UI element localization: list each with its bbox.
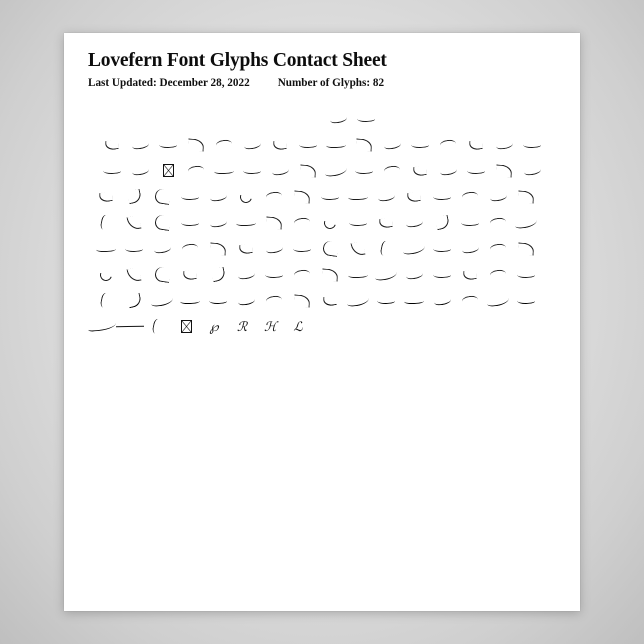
script-glyph	[126, 189, 141, 204]
glyph-cell	[428, 262, 456, 287]
script-glyph	[294, 217, 311, 228]
script-glyph	[434, 215, 449, 230]
script-glyph	[152, 318, 165, 335]
script-glyph	[413, 164, 427, 177]
script-glyph	[153, 244, 171, 254]
glyph-cell	[406, 158, 434, 183]
script-glyph	[322, 268, 339, 281]
glyph-row	[88, 236, 556, 261]
glyph-cell	[372, 262, 400, 287]
script-glyph	[294, 294, 311, 307]
glyph-cell	[316, 288, 344, 313]
script-glyph	[237, 296, 255, 306]
script-glyph	[321, 193, 339, 201]
glyph-cell	[428, 184, 456, 209]
glyph-cell	[238, 132, 266, 157]
glyph-cell	[92, 210, 120, 235]
glyph-cell	[378, 158, 406, 183]
glyph-cell	[456, 236, 484, 261]
glyph-cell	[316, 262, 344, 287]
glyph-cell	[462, 158, 490, 183]
glyph-cell	[294, 132, 322, 157]
script-glyph	[126, 266, 141, 282]
script-glyph	[100, 214, 113, 231]
script-glyph	[293, 245, 311, 253]
glyph-cell	[228, 314, 256, 339]
script-glyph	[322, 215, 338, 231]
script-glyph	[265, 271, 283, 279]
glyph-row	[88, 158, 556, 183]
glyph-cell	[462, 132, 490, 157]
script-glyph	[299, 141, 317, 149]
script-glyph	[347, 295, 370, 307]
glyph-cell	[456, 262, 484, 287]
glyph-cell	[182, 132, 210, 157]
script-glyph	[323, 294, 337, 307]
script-glyph	[384, 165, 401, 176]
script-glyph	[462, 295, 479, 306]
script-glyph	[440, 139, 457, 150]
script-glyph	[490, 243, 507, 254]
script-glyph	[411, 141, 429, 149]
glyph-cell	[484, 236, 512, 261]
script-glyph	[236, 219, 256, 226]
notdef-glyph-icon	[181, 320, 192, 333]
script-glyph	[489, 192, 507, 202]
glyph-cell	[512, 184, 540, 209]
script-glyph	[433, 271, 451, 279]
glyph-cell	[232, 210, 260, 235]
script-glyph	[300, 164, 317, 177]
glyph-cell	[260, 288, 288, 313]
ornament-glyph: ℋ	[264, 318, 277, 334]
script-glyph	[239, 242, 253, 255]
glyph-cell	[372, 210, 400, 235]
glyph-cell	[120, 184, 148, 209]
glyph-cell	[232, 184, 260, 209]
script-glyph	[183, 268, 197, 281]
script-glyph	[523, 166, 541, 176]
glyph-cell	[316, 210, 344, 235]
script-glyph	[348, 271, 368, 278]
script-glyph	[405, 218, 423, 228]
script-glyph	[154, 214, 171, 231]
script-glyph	[210, 242, 227, 255]
glyph-cell	[294, 158, 322, 183]
script-glyph	[209, 218, 227, 228]
script-glyph	[463, 268, 477, 281]
script-glyph	[188, 138, 205, 151]
glyph-cell	[148, 210, 176, 235]
script-glyph	[243, 140, 261, 150]
glyph-row	[88, 314, 556, 339]
glyph-cell	[288, 184, 316, 209]
script-glyph	[154, 266, 171, 283]
script-glyph	[237, 270, 255, 280]
glyph-cell	[518, 158, 546, 183]
glyph-cell	[512, 210, 540, 235]
glyph-cell	[154, 158, 182, 183]
script-glyph	[126, 293, 141, 308]
glyph-cell	[266, 132, 294, 157]
glyph-cell	[260, 210, 288, 235]
glyph-cell	[238, 158, 266, 183]
script-glyph	[380, 240, 393, 257]
glyph-cell	[204, 184, 232, 209]
flourish-glyph	[116, 326, 144, 327]
script-glyph	[383, 140, 401, 150]
glyph-cell	[88, 314, 116, 339]
script-glyph	[96, 245, 116, 252]
glyph-cell	[120, 288, 148, 313]
script-glyph	[216, 139, 233, 150]
glyph-cell	[456, 210, 484, 235]
script-glyph	[159, 141, 177, 149]
ornament-glyph: ℛ	[236, 318, 248, 334]
glyph-cell	[378, 132, 406, 157]
glyph-cell	[92, 262, 120, 287]
glyph-cell	[182, 158, 210, 183]
script-glyph	[325, 165, 348, 177]
script-glyph	[404, 297, 424, 304]
glyph-cell	[406, 132, 434, 157]
glyph-cell	[400, 262, 428, 287]
metadata-row	[88, 76, 556, 90]
glyph-cell	[316, 236, 344, 261]
script-glyph	[377, 192, 395, 202]
script-glyph	[266, 216, 283, 229]
glyph-cell	[352, 106, 380, 131]
glyph-cell	[344, 210, 372, 235]
script-glyph	[103, 167, 121, 175]
script-glyph	[326, 141, 346, 148]
ornament-glyph: ℘	[209, 318, 219, 334]
script-glyph	[180, 297, 200, 304]
glyph-row	[88, 184, 556, 209]
glyph-cell	[148, 236, 176, 261]
script-glyph	[433, 193, 451, 201]
script-glyph	[469, 138, 483, 151]
script-glyph	[294, 190, 311, 203]
glyph-cell	[344, 236, 372, 261]
glyph-cell	[344, 262, 372, 287]
glyph-cell	[204, 262, 232, 287]
flourish-glyph	[88, 321, 116, 331]
glyph-cell	[232, 236, 260, 261]
glyph-count-label: Number of Glyphs: 82	[277, 77, 385, 89]
script-glyph	[209, 297, 227, 305]
glyph-cell	[148, 184, 176, 209]
glyph-cell	[204, 236, 232, 261]
glyph-cell	[260, 236, 288, 261]
glyph-cell	[434, 132, 462, 157]
script-glyph	[329, 114, 347, 124]
script-glyph	[405, 270, 423, 280]
script-glyph	[379, 216, 393, 229]
script-glyph	[188, 165, 205, 176]
script-glyph	[495, 140, 513, 150]
script-glyph	[518, 190, 535, 203]
glyph-cell	[288, 236, 316, 261]
glyph-cell	[98, 132, 126, 157]
script-glyph	[266, 295, 283, 306]
ornament-glyph: ℒ	[293, 318, 303, 334]
script-glyph	[350, 240, 365, 256]
script-glyph	[154, 188, 171, 205]
glyph-row	[88, 262, 556, 287]
glyph-cell	[490, 158, 518, 183]
script-glyph	[182, 243, 199, 254]
glyph-cell	[316, 184, 344, 209]
glyph-cell	[288, 262, 316, 287]
glyph-cell	[204, 210, 232, 235]
glyph-row	[88, 132, 556, 157]
glyph-cell	[92, 288, 120, 313]
glyph-cell	[428, 210, 456, 235]
script-glyph	[209, 192, 227, 202]
script-glyph	[403, 243, 426, 255]
script-glyph	[181, 219, 199, 227]
script-glyph	[131, 166, 149, 176]
script-glyph	[515, 217, 538, 229]
script-glyph	[487, 295, 510, 307]
glyph-cell	[428, 288, 456, 313]
script-glyph	[467, 167, 485, 175]
script-glyph	[214, 167, 234, 174]
script-glyph	[294, 269, 311, 280]
glyph-cell	[484, 262, 512, 287]
script-glyph	[461, 244, 479, 254]
script-glyph	[355, 167, 373, 175]
glyph-cell	[256, 314, 284, 339]
script-glyph	[265, 244, 283, 254]
glyph-cell	[126, 158, 154, 183]
glyph-cell	[372, 236, 400, 261]
script-glyph	[407, 190, 421, 203]
glyph-cell	[232, 288, 260, 313]
glyph-cell	[116, 314, 144, 339]
glyph-cell	[232, 262, 260, 287]
glyph-cell	[322, 158, 350, 183]
glyph-cell	[512, 236, 540, 261]
glyph-cell	[484, 288, 512, 313]
glyph-cell	[344, 288, 372, 313]
script-glyph	[99, 190, 113, 203]
glyph-cell	[120, 236, 148, 261]
glyph-cell	[490, 132, 518, 157]
script-glyph	[181, 193, 199, 201]
glyph-cell	[176, 262, 204, 287]
script-glyph	[349, 219, 367, 227]
page-title: Lovefern Font Glyphs Contact Sheet	[88, 50, 387, 71]
script-glyph	[490, 217, 507, 228]
glyph-cell	[266, 158, 294, 183]
glyph-row	[88, 288, 556, 313]
glyph-cell	[260, 262, 288, 287]
glyph-cell	[288, 288, 316, 313]
glyph-cell	[400, 288, 428, 313]
glyph-cell	[288, 210, 316, 235]
glyph-cell	[176, 236, 204, 261]
script-glyph	[126, 214, 141, 230]
glyph-cell	[120, 210, 148, 235]
script-glyph	[273, 138, 287, 151]
script-glyph	[322, 240, 339, 257]
glyph-cell	[484, 184, 512, 209]
glyph-cell	[176, 184, 204, 209]
script-glyph	[439, 166, 457, 176]
last-updated-label: Last Updated: December 28, 2022	[88, 77, 250, 89]
glyph-cell	[400, 184, 428, 209]
notdef-glyph-icon	[163, 164, 174, 177]
glyph-cell	[154, 132, 182, 157]
script-glyph	[490, 269, 507, 280]
poster-sheet	[64, 33, 580, 611]
script-glyph	[151, 295, 174, 307]
script-glyph	[517, 297, 535, 305]
glyph-cell	[372, 288, 400, 313]
script-glyph	[461, 219, 479, 227]
glyph-cell	[518, 132, 546, 157]
script-glyph	[131, 140, 149, 150]
glyph-cell	[512, 288, 540, 313]
script-glyph	[518, 242, 535, 255]
glyph-cell	[322, 132, 350, 157]
glyph-cell	[344, 184, 372, 209]
script-glyph	[266, 191, 283, 202]
glyph-cell	[284, 314, 312, 339]
script-glyph	[523, 141, 541, 149]
script-glyph	[271, 166, 289, 176]
glyph-cell	[512, 262, 540, 287]
script-glyph	[462, 191, 479, 202]
glyph-cell	[456, 288, 484, 313]
glyph-cell	[176, 210, 204, 235]
glyph-cell	[148, 262, 176, 287]
glyph-cell	[148, 288, 176, 313]
glyph-cell	[350, 132, 378, 157]
glyph-cell	[350, 158, 378, 183]
glyph-cell	[120, 262, 148, 287]
script-glyph	[356, 138, 373, 151]
glyph-cell	[144, 314, 172, 339]
glyph-cell	[200, 314, 228, 339]
glyph-cell	[400, 210, 428, 235]
glyph-cell	[456, 184, 484, 209]
script-glyph	[433, 296, 451, 306]
glyph-cell	[98, 158, 126, 183]
glyph-cell	[428, 236, 456, 261]
glyph-cell	[126, 132, 154, 157]
script-glyph	[243, 167, 261, 175]
glyph-cell	[172, 314, 200, 339]
script-glyph	[125, 245, 143, 253]
script-glyph	[210, 267, 225, 282]
script-glyph	[517, 271, 535, 279]
glyph-cell	[434, 158, 462, 183]
script-glyph	[375, 269, 398, 281]
glyph-cell	[210, 132, 238, 157]
script-glyph	[377, 297, 395, 305]
glyph-cell	[260, 184, 288, 209]
glyph-row	[88, 210, 556, 235]
script-glyph	[433, 245, 451, 253]
script-glyph	[100, 292, 113, 309]
poster-content	[88, 49, 556, 366]
glyph-cell	[92, 184, 120, 209]
script-glyph	[357, 115, 375, 123]
glyph-cell	[324, 106, 352, 131]
glyph-row	[88, 106, 556, 131]
glyph-cell	[92, 236, 120, 261]
script-glyph	[98, 267, 114, 283]
glyph-grid	[88, 106, 556, 366]
glyph-cell	[484, 210, 512, 235]
script-glyph	[238, 189, 254, 205]
glyph-cell	[176, 288, 204, 313]
glyph-cell	[400, 236, 428, 261]
script-glyph	[496, 164, 513, 177]
glyph-cell	[204, 288, 232, 313]
script-glyph	[105, 138, 119, 151]
script-glyph	[348, 193, 368, 200]
glyph-cell	[210, 158, 238, 183]
glyph-cell	[372, 184, 400, 209]
